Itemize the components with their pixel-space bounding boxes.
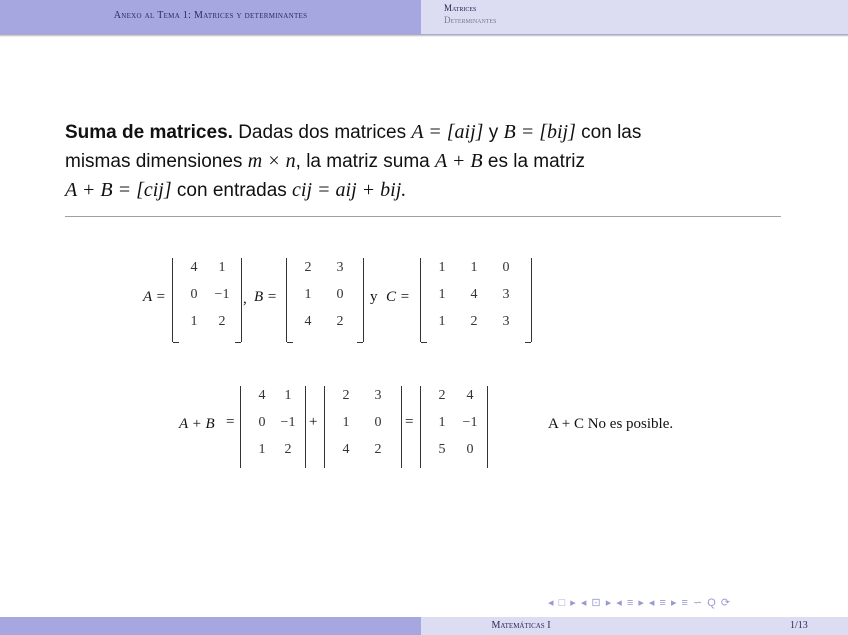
definition-line-2: [65, 147, 765, 176]
math-sum: A + B: [435, 150, 483, 172]
matrix-B: [286, 258, 364, 342]
beamer-navigation-icons[interactable]: ◂ □ ▸ ◂ ⊡ ▸ ◂ ≡ ▸ ◂ ≡ ▸ ≡ ∽ Q ⟳: [548, 597, 732, 609]
matrix-cell: 1: [470, 260, 478, 275]
matrix-cell: 0: [502, 260, 510, 275]
matrix-C-label: C =: [386, 289, 410, 305]
matrix-cell: 1: [190, 314, 198, 329]
definition-line-1: [65, 118, 765, 147]
definition-text: con entradas: [176, 180, 287, 201]
sum-matrix-result: [420, 386, 488, 468]
definition-text: Dadas dos matrices: [238, 122, 407, 143]
matrix-cell: −1: [462, 415, 478, 430]
matrix-cell: 2: [470, 314, 478, 329]
matrix-cell: 1: [438, 415, 446, 430]
footer-left-panel: [0, 617, 421, 635]
header-shadow: [0, 34, 848, 37]
math-A: A = [aij]: [411, 121, 484, 143]
definition-heading: Suma de matrices.: [65, 122, 233, 143]
matrix-cell: 4: [342, 442, 350, 457]
matrix-cell: 4: [258, 388, 266, 403]
comma-separator: ,: [243, 291, 247, 307]
not-possible-note: A + C No es posible.: [548, 416, 674, 432]
matrix-cell: 2: [374, 442, 382, 457]
definition-text: y: [488, 122, 499, 143]
math-dimensions: m × n: [247, 150, 296, 172]
header-title-panel[interactable]: [0, 0, 421, 34]
matrix-cell: 2: [342, 388, 350, 403]
page-number: 1/13: [790, 620, 808, 631]
matrix-cell: 1: [438, 314, 446, 329]
matrix-cell: 3: [502, 314, 510, 329]
section-link[interactable]: Matrices: [444, 3, 477, 13]
matrix-cell: 1: [284, 388, 292, 403]
and-separator: y: [370, 289, 378, 305]
matrix-B-label: B =: [254, 289, 278, 305]
matrix-A: [172, 258, 242, 342]
matrix-C: [420, 258, 532, 342]
sum-matrix-B: [324, 386, 402, 468]
definition-text: es la matriz: [487, 151, 586, 172]
matrix-cell: 0: [190, 287, 198, 302]
matrix-cell: 2: [438, 388, 446, 403]
math-entries: cij = aij + bij.: [292, 179, 407, 201]
matrix-cell: 3: [502, 287, 510, 302]
matrix-cell: 4: [304, 314, 312, 329]
matrix-cell: 0: [258, 415, 266, 430]
matrix-cell: 2: [304, 260, 312, 275]
presentation-title[interactable]: Anexo al Tema 1: Matrices y determinantes: [113, 10, 308, 21]
matrix-cell: 3: [336, 260, 344, 275]
separator-line: [65, 216, 781, 217]
definition-line-3: [65, 176, 765, 205]
definition-text: mismas dimensiones: [65, 151, 243, 172]
math-B: B = [bij]: [503, 121, 576, 143]
matrix-cell: 0: [466, 442, 474, 457]
matrix-cell: 1: [258, 442, 266, 457]
matrix-cell: 4: [470, 287, 478, 302]
plus-sign: +: [309, 414, 318, 430]
matrix-cell: −1: [214, 287, 230, 302]
matrix-A-label: A =: [143, 289, 166, 305]
matrix-cell: 2: [284, 442, 292, 457]
matrix-cell: 2: [218, 314, 226, 329]
math-C: A + B = [cij]: [65, 179, 172, 201]
matrix-cell: 4: [190, 260, 198, 275]
definition-block: [65, 118, 765, 205]
matrix-cell: 1: [304, 287, 312, 302]
matrix-cell: −1: [280, 415, 296, 430]
matrix-cell: 5: [438, 442, 446, 457]
matrix-cell: 1: [438, 287, 446, 302]
matrix-cell: 0: [336, 287, 344, 302]
subsection-link[interactable]: Determinantes: [444, 15, 497, 25]
definition-text: con las: [581, 122, 642, 143]
matrix-cell: 4: [466, 388, 474, 403]
equals-sign: =: [405, 414, 414, 430]
matrix-cell: 1: [342, 415, 350, 430]
sum-matrix-A: [240, 386, 306, 468]
matrix-cell: 1: [438, 260, 446, 275]
equals-sign: =: [226, 414, 235, 430]
definition-text: , la matriz suma: [295, 151, 430, 172]
matrix-cell: 1: [218, 260, 226, 275]
matrix-cell: 2: [336, 314, 344, 329]
footer-title: Matemáticas I: [491, 620, 551, 631]
matrix-cell: 0: [374, 415, 382, 430]
header-bar: [0, 0, 848, 34]
matrix-cell: 3: [374, 388, 382, 403]
sum-lhs: A + B: [179, 416, 215, 432]
